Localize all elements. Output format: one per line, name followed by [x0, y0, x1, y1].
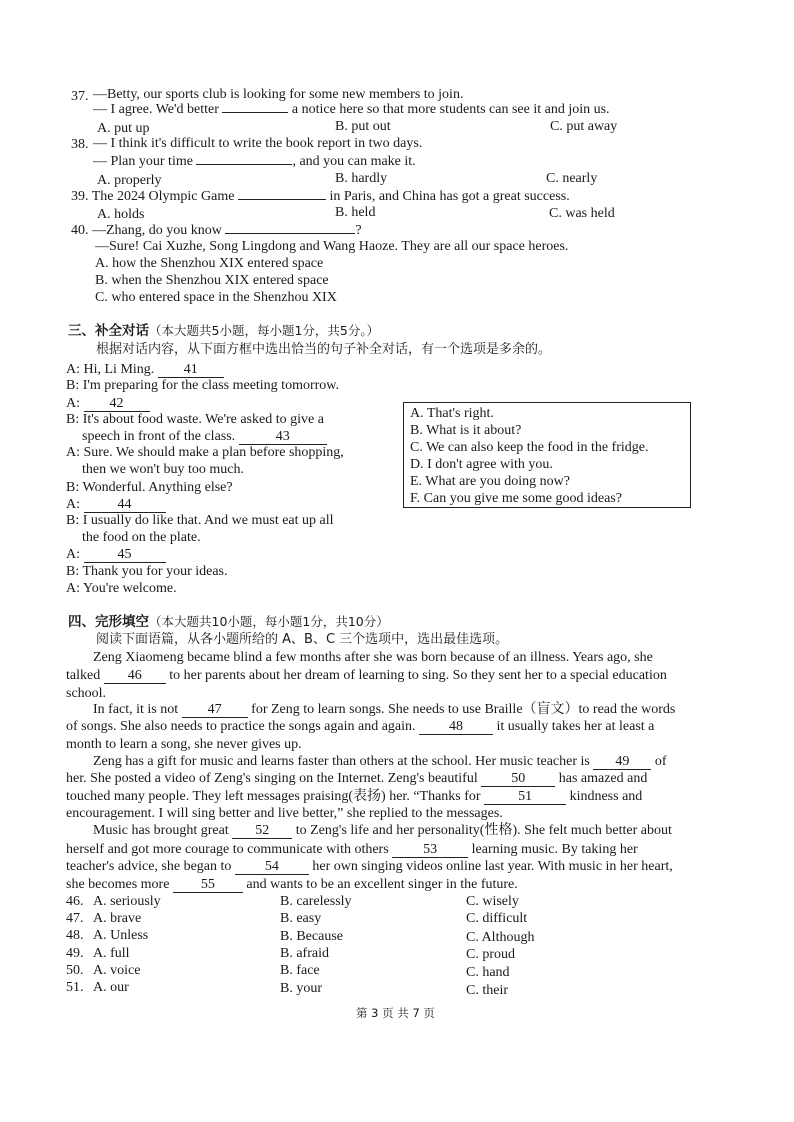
q38-line1: — I think it's difficult to write the book report in two days.: [93, 136, 423, 151]
option-c[interactable]: C. We can also keep the food in the fridge.: [410, 440, 649, 455]
blank-45[interactable]: 45: [84, 548, 166, 563]
part4-instruction: 阅读下面语篇，从各小题所给的 A、B、C 三个选项中，选出最佳选项。: [96, 632, 509, 647]
dialogue-line: speech in front of the class. 43: [82, 428, 327, 445]
choice-option[interactable]: B. carelessly: [280, 894, 352, 909]
part3-heading: 三、补全对话（本大题共5小题，每小题1分，共5分。）: [68, 323, 380, 339]
q40-option-a[interactable]: A. how the Shenzhou XIX entered space: [95, 256, 324, 271]
choice-option[interactable]: B. easy: [280, 911, 322, 926]
choice-number: 50.: [66, 963, 84, 978]
passage-line: month to learn a song, she never gives up.: [66, 737, 302, 752]
dialogue-line: B: Thank you for your ideas.: [66, 564, 228, 579]
blank-53[interactable]: 53: [392, 843, 468, 858]
blank-42[interactable]: 42: [84, 397, 150, 412]
q37-line1: —Betty, our sports club is looking for some new members to join.: [93, 87, 464, 102]
option-e[interactable]: E. What are you doing now?: [410, 474, 570, 489]
passage-line: touched many people. They left messages praising(表扬) her. “Thanks for 51 kindness and: [66, 789, 643, 804]
q37-option-a[interactable]: A. put up: [97, 121, 150, 136]
q39-option-b[interactable]: B. held: [335, 205, 376, 220]
dialogue-line: B: I'm preparing for the class meeting tomorrow.: [66, 378, 339, 393]
dialogue-line: A: 42: [66, 395, 150, 412]
choice-number: 49.: [66, 946, 84, 961]
option-a[interactable]: A. That's right.: [410, 406, 494, 421]
dialogue-line: B: I usually do like that. And we must eat up all: [66, 513, 334, 528]
choice-option[interactable]: C. their: [466, 983, 508, 998]
choice-option[interactable]: C. Although: [466, 930, 535, 945]
choice-option[interactable]: A. full: [93, 946, 130, 961]
choice-option[interactable]: B. your: [280, 981, 322, 996]
q37-option-c[interactable]: C. put away: [550, 119, 618, 134]
choice-option[interactable]: A. brave: [93, 911, 142, 926]
q38-option-a[interactable]: A. properly: [97, 173, 162, 188]
dialogue-line: A: 45: [66, 546, 166, 563]
passage-line: she becomes more 55 and wants to be an excellent singer in the future.: [66, 877, 518, 892]
dialogue-line: B: Wonderful. Anything else?: [66, 480, 233, 495]
passage-line: teacher's advice, she began to 54 her own singing videos online last year. With music in her heart,: [66, 859, 673, 874]
part3-instruction: 根据对话内容，从下面方框中选出恰当的句子补全对话，有一个选项是多余的。: [96, 342, 552, 357]
passage-line: school.: [66, 686, 107, 701]
blank-47[interactable]: 47: [182, 703, 248, 718]
passage-line: Zeng has a gift for music and learns faster than others at the school. Her music teacher is 49 of: [93, 754, 667, 769]
dialogue-line: then we won't buy too much.: [82, 462, 244, 477]
choice-number: 46.: [66, 894, 84, 909]
q39-option-c[interactable]: C. was held: [549, 206, 615, 221]
dialogue-line: A: 44: [66, 496, 166, 513]
choice-option[interactable]: B. face: [280, 963, 320, 978]
blank-41[interactable]: 41: [158, 363, 224, 378]
blank-54[interactable]: 54: [235, 860, 309, 875]
q38-number: 38.: [71, 137, 89, 152]
blank-46[interactable]: 46: [104, 669, 166, 684]
passage-line: of songs. She also needs to practice the songs again and again. 48 it usually takes her at least a: [66, 719, 655, 734]
choice-option[interactable]: C. difficult: [466, 911, 528, 926]
passage-line: Zeng Xiaomeng became blind a few months after she was born because of an illness. Years ago, she: [93, 650, 653, 665]
choice-option[interactable]: B. afraid: [280, 946, 329, 961]
option-d[interactable]: D. I don't agree with you.: [410, 457, 553, 472]
passage-line: talked 46 to her parents about her dream of learning to sing. So they sent her to a special education: [66, 668, 667, 683]
choice-number: 47.: [66, 911, 84, 926]
blank-48[interactable]: 48: [419, 720, 493, 735]
dialogue-line: the food on the plate.: [82, 530, 201, 545]
q39-blank[interactable]: [238, 199, 326, 200]
q40-option-c[interactable]: C. who entered space in the Shenzhou XIX: [95, 290, 337, 305]
choice-option[interactable]: C. wisely: [466, 894, 519, 909]
blank-51[interactable]: 51: [484, 790, 566, 805]
q39-line1: 39. The 2024 Olympic Game in Paris, and China has got a great success.: [71, 189, 570, 204]
q37-blank[interactable]: [222, 112, 288, 113]
q38-line2: — Plan your time , and you can make it.: [93, 154, 416, 169]
q37-line2: — I agree. We'd better a notice here so that more students can see it and join us.: [93, 102, 610, 117]
choice-option[interactable]: B. Because: [280, 929, 343, 944]
q40-blank[interactable]: [225, 233, 355, 234]
choice-option[interactable]: C. hand: [466, 965, 510, 980]
dialogue-line: A: You're welcome.: [66, 581, 177, 596]
dialogue-line: A: Sure. We should make a plan before shopping,: [66, 445, 344, 460]
dialogue-line: B: It's about food waste. We're asked to give a: [66, 412, 324, 427]
blank-44[interactable]: 44: [84, 498, 166, 513]
choice-option[interactable]: A. seriously: [93, 894, 161, 909]
choice-option[interactable]: A. our: [93, 980, 129, 995]
option-f[interactable]: F. Can you give me some good ideas?: [410, 491, 622, 506]
q38-option-c[interactable]: C. nearly: [546, 171, 598, 186]
q37-number: 37.: [71, 89, 89, 104]
passage-line: her. She posted a video of Zeng's singing on the Internet. Zeng's beautiful 50 has amazed and: [66, 771, 648, 786]
q40-line2: —Sure! Cai Xuzhe, Song Lingdong and Wang Haoze. They are all our space heroes.: [95, 239, 569, 254]
q37-option-b[interactable]: B. put out: [335, 119, 391, 134]
blank-52[interactable]: 52: [232, 824, 292, 839]
page-footer: 第 3 页 共 7 页: [356, 1006, 435, 1020]
q38-option-b[interactable]: B. hardly: [335, 171, 388, 186]
passage-line: Music has brought great 52 to Zeng's life and her personality(性格). She felt much better about: [93, 823, 672, 838]
q40-option-b[interactable]: B. when the Shenzhou XIX entered space: [95, 273, 329, 288]
q40-line1: 40. —Zhang, do you know ?: [71, 223, 362, 238]
option-b[interactable]: B. What is it about?: [410, 423, 522, 438]
blank-55[interactable]: 55: [173, 878, 243, 893]
choice-number: 51.: [66, 980, 84, 995]
blank-43[interactable]: 43: [239, 430, 327, 445]
dialogue-line: A: Hi, Li Ming. 41: [66, 361, 224, 378]
passage-line: In fact, it is not 47 for Zeng to learn songs. She needs to use Braille（盲文）to read the words: [93, 702, 676, 717]
choice-option[interactable]: A. voice: [93, 963, 141, 978]
options-box: [403, 402, 691, 508]
passage-line: herself and got more courage to communicate with others 53 learning music. By taking her: [66, 842, 638, 857]
blank-49[interactable]: 49: [593, 755, 651, 770]
choice-option[interactable]: C. proud: [466, 947, 515, 962]
blank-50[interactable]: 50: [481, 772, 555, 787]
passage-line: encouragement. I will sing better and live better,” she replied to the messages.: [66, 806, 503, 821]
choice-option[interactable]: A. Unless: [93, 928, 149, 943]
q39-option-a[interactable]: A. holds: [97, 207, 145, 222]
choice-number: 48.: [66, 928, 84, 943]
q38-blank[interactable]: [196, 164, 292, 165]
part4-heading: 四、完形填空（本大题共10小题，每小题1分，共10分）: [68, 614, 389, 630]
